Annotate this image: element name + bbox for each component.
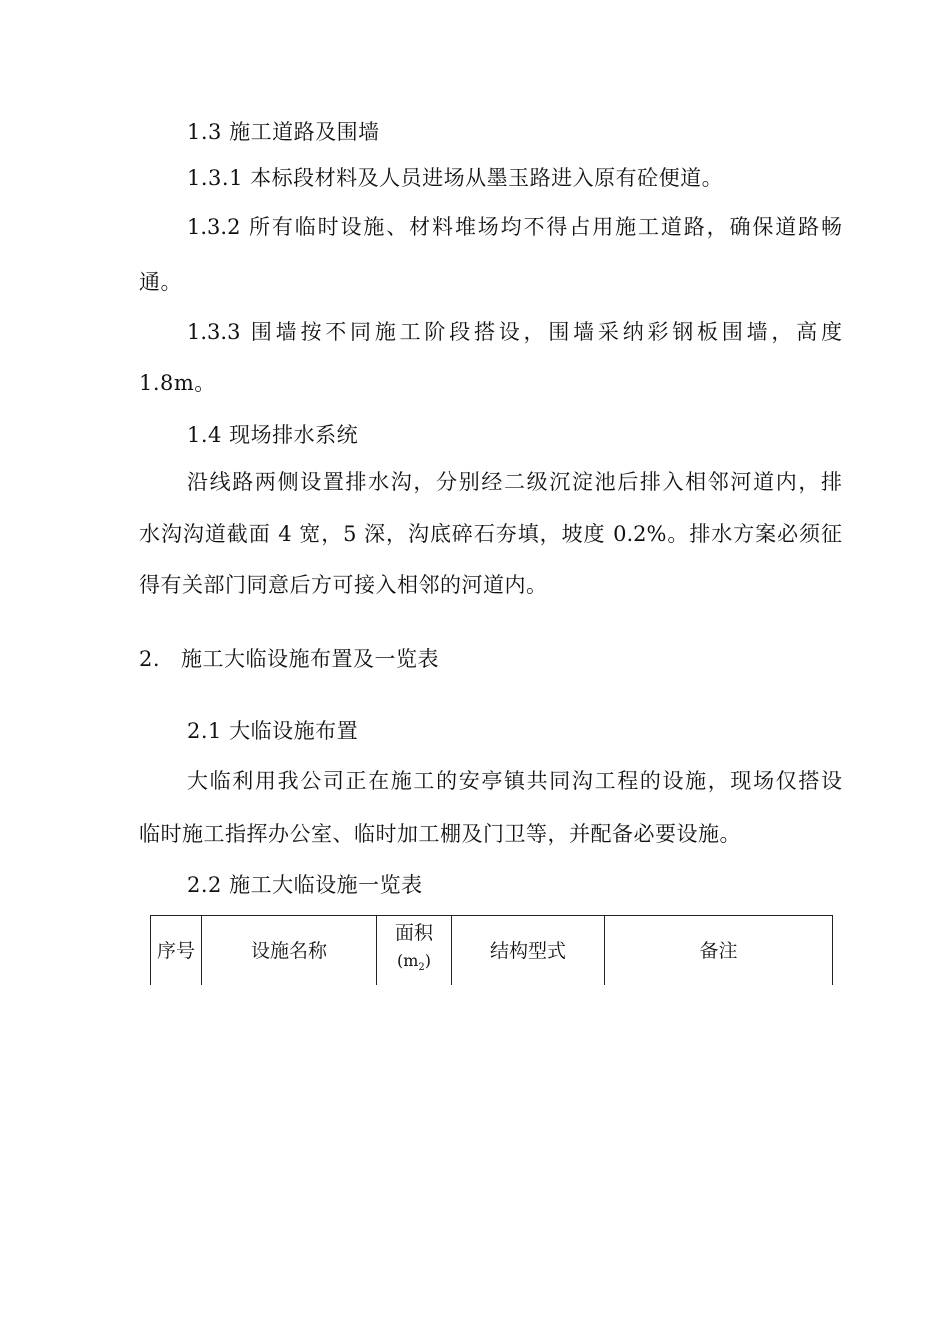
- paragraph-1-4-text2: 水沟沟道截面 4 宽，5 深，沟底碎石夯填，坡度 0.2%。排水方案必须征: [139, 522, 842, 546]
- paragraph-1-3-3-line2: 1.8m。: [139, 371, 216, 395]
- section-heading-2: 施工大临设施布置及一览表: [181, 647, 439, 671]
- header-index: 序号: [151, 916, 202, 986]
- paragraph-1-4-text1: 沿线路两侧设置排水沟，分别经二级沉淀池后排入相邻河道内，排: [187, 470, 842, 494]
- paragraph-1-3-2-line2: 通。: [139, 270, 182, 294]
- area-unit-base: (m: [396, 950, 419, 970]
- section-heading-1-4: 1.4 现场排水系统: [187, 423, 359, 447]
- paragraph-1-3-2-text1: 1.3.2 所有临时设施、材料堆场均不得占用施工道路，确保道路畅: [187, 215, 842, 239]
- header-area: [377, 916, 452, 986]
- paragraph-2-1-line2: 临时施工指挥办公室、临时加工棚及门卫等，并配备必要设施。: [139, 822, 741, 846]
- area-unit-sub: 2: [418, 962, 425, 974]
- paragraph-2-1-line1: [187, 767, 842, 795]
- header-facility-name: 设施名称: [202, 916, 377, 986]
- facilities-table: [150, 915, 833, 985]
- paragraph-1-3-3-line1: [187, 318, 842, 346]
- paragraph-1-3-3-text1: 1.3.3 围墙按不同施工阶段搭设，围墙采纳彩钢板围墙，高度: [187, 320, 842, 344]
- section-heading-2-1: 2.1 大临设施布置: [187, 719, 359, 743]
- paragraph-1-4-line1: [187, 468, 842, 496]
- header-structure: 结构型式: [452, 916, 605, 986]
- paragraph-1-4-line3: 得有关部门同意后方可接入相邻的河道内。: [139, 573, 548, 597]
- section-heading-1-3: 1.3 施工道路及围墙: [187, 120, 380, 144]
- header-remarks: 备注: [605, 916, 833, 986]
- paragraph-1-3-1: 1.3.1 本标段材料及人员进场从墨玉路进入原有砼便道。: [187, 166, 724, 190]
- header-area-label: 面积: [394, 921, 433, 944]
- paragraph-2-1-text1: 大临利用我公司正在施工的安亭镇共同沟工程的设施，现场仅搭设: [187, 769, 842, 793]
- area-unit-close: ): [424, 950, 432, 970]
- header-area-unit: [377, 947, 451, 982]
- section-number-2: 2.: [139, 647, 161, 671]
- section-heading-2-2: 2.2 施工大临设施一览表: [187, 873, 423, 897]
- paragraph-1-3-2-line1: [187, 213, 842, 241]
- table-header-row: [151, 916, 833, 986]
- paragraph-1-4-line2: [139, 520, 842, 548]
